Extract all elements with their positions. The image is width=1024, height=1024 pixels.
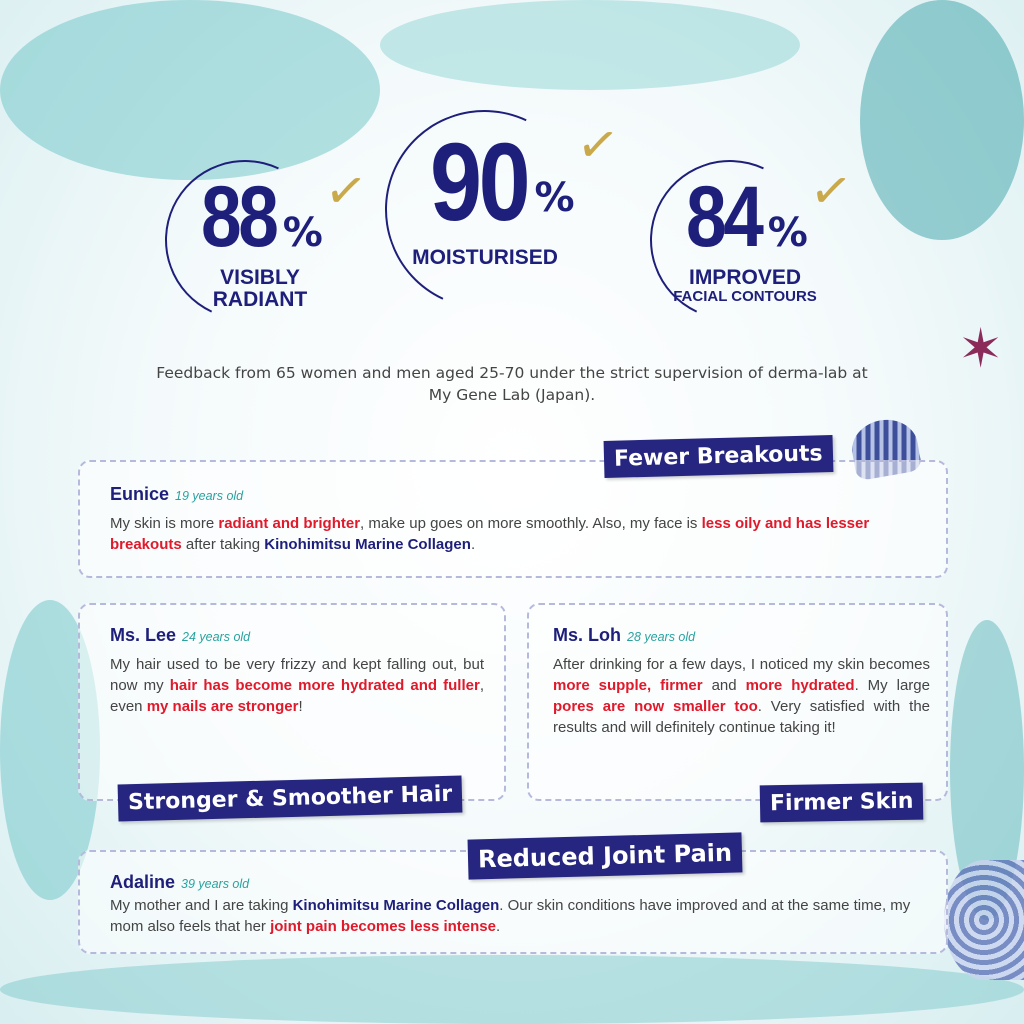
- highlight-text: hair has become more hydrated and fuller: [169, 677, 480, 694]
- text-segment: My mother and I are taking: [110, 897, 293, 914]
- benefit-tag-fewer-breakouts: Fewer Breakouts: [604, 435, 834, 478]
- testimonial-age: 19 years old: [175, 489, 244, 503]
- stat-visibly-radiant: [165, 159, 371, 350]
- product-name: Kinohimitsu Marine Collagen: [292, 897, 500, 914]
- watercolor-coral-top-right: [860, 0, 1024, 240]
- stat-moisturised: [385, 110, 623, 300]
- testimonial-text: [553, 654, 930, 738]
- text-segment: .: [470, 536, 476, 553]
- highlight-text: my nails are stronger: [146, 698, 299, 715]
- watercolor-coral-top-center: [380, 0, 800, 90]
- text-segment: After drinking for a few days, I noticed my skin becomes: [553, 656, 930, 673]
- benefit-tag-reduced-joint-pain: Reduced Joint Pain: [468, 832, 743, 879]
- benefit-tag-stronger-hair: Stronger & Smoother Hair: [118, 776, 463, 822]
- text-segment: , make up goes on more smoothly. Also, my face is: [360, 515, 702, 532]
- stat-label: FACIAL CONTOURS: [673, 288, 817, 306]
- stat-value: 84: [686, 169, 761, 266]
- highlight-text: less oily and has lesser breakouts: [110, 515, 870, 553]
- testimonial-ms-loh: [527, 603, 948, 801]
- testimonial-text: [110, 654, 484, 717]
- highlight-text: more hydrated: [745, 677, 855, 694]
- testimonial-name: Ms. Lee: [110, 625, 177, 645]
- stat-percent: %: [282, 210, 323, 257]
- testimonial-age: 39 years old: [181, 877, 250, 891]
- highlight-text: joint pain becomes less intense: [270, 918, 496, 935]
- highlight-text: radiant and brighter: [218, 515, 361, 532]
- starfish-icon: ✶: [958, 317, 1004, 380]
- watercolor-bottom: [0, 955, 1024, 1024]
- text-segment: .: [495, 918, 501, 935]
- spiral-shell-icon: [944, 860, 1024, 980]
- text-segment: , even: [110, 677, 484, 715]
- stat-label: IMPROVED: [688, 266, 801, 290]
- disclaimer-text: Feedback from 65 women and men aged 25-70 under the strict supervision of derma-lab at My Gene Lab (Japan).: [156, 364, 868, 404]
- text-segment: after taking: [181, 536, 265, 553]
- testimonial-name: Ms. Loh: [553, 625, 621, 645]
- text-segment: . Our skin conditions have improved and at the same time, my mom also feels that her: [110, 897, 911, 935]
- stat-value: 90: [430, 121, 528, 244]
- highlight-text: more supple, firmer: [553, 677, 703, 694]
- testimonial-eunice: [78, 460, 948, 578]
- text-segment: My hair used to be very frizzy and kept falling out, but now my: [110, 656, 484, 694]
- text-segment: !: [298, 698, 303, 715]
- stat-value: 88: [201, 169, 276, 266]
- text-segment: . My large: [854, 677, 930, 694]
- product-name: Kinohimitsu Marine Collagen: [264, 536, 471, 553]
- testimonial-age: 28 years old: [627, 630, 696, 644]
- testimonial-text: [110, 895, 930, 937]
- stat-improved-facial-contours: [650, 159, 856, 350]
- highlight-text: pores are now smaller too: [553, 698, 758, 715]
- testimonial-text: [110, 513, 928, 555]
- text-segment: and: [702, 677, 746, 694]
- testimonial-name: Eunice: [110, 484, 170, 504]
- check-icon: ✓: [805, 159, 856, 224]
- check-icon: ✓: [320, 159, 371, 224]
- stat-label: VISIBLY: [220, 266, 300, 290]
- stat-percent: %: [767, 210, 808, 257]
- stat-label: RADIANT: [212, 288, 308, 312]
- testimonial-name: Adaline: [110, 872, 176, 892]
- stat-percent: %: [534, 174, 575, 221]
- stat-label: MOISTURISED: [412, 245, 558, 269]
- check-icon: ✓: [572, 113, 623, 177]
- testimonial-ms-lee: [78, 603, 506, 801]
- text-segment: . Very satisfied with the results and will definitely continue taking it!: [553, 698, 931, 736]
- testimonial-age: 24 years old: [182, 630, 251, 644]
- watercolor-coral-top-left: [0, 0, 380, 180]
- benefit-tag-firmer-skin: Firmer Skin: [760, 783, 924, 823]
- text-segment: My skin is more: [110, 515, 219, 532]
